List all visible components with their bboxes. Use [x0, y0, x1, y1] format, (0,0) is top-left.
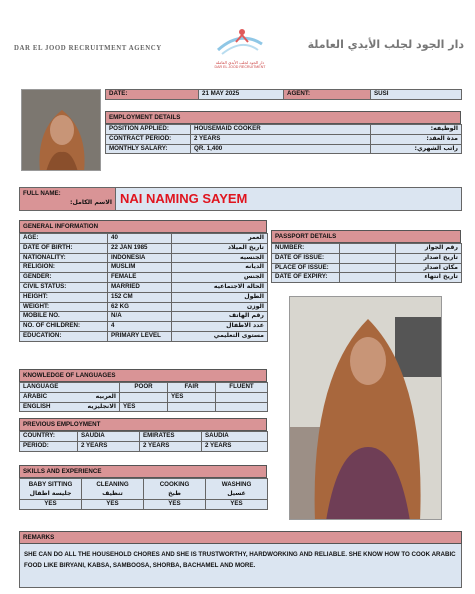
- general-label: DATE OF BIRTH:: [20, 243, 108, 253]
- previous-employment: [19, 418, 267, 452]
- passport-row: [272, 244, 462, 254]
- languages-title: KNOWLEDGE OF LANGUAGES: [19, 369, 267, 382]
- skill-header: BABY SITTING جليسة اطفال: [20, 479, 82, 500]
- general-value: PRIMARY LEVEL: [108, 331, 172, 341]
- passport-label: DATE OF EXPIRY:: [272, 273, 340, 283]
- general-row: [20, 234, 268, 244]
- languages-header-row: [20, 383, 268, 393]
- fair-col-header: FAIR: [168, 383, 216, 393]
- applicant-photo-small: [21, 89, 101, 171]
- country-label: COUNTRY:: [20, 432, 78, 442]
- general-label: AGE:: [20, 234, 108, 244]
- passport-label-ar: تاريخ اصدار: [396, 253, 462, 263]
- employment-label: MONTHLY SALARY:: [106, 144, 191, 154]
- passport-title: PASSPORT DETAILS: [271, 230, 461, 243]
- general-value: 4: [108, 322, 172, 332]
- general-label: NATIONALITY:: [20, 253, 108, 263]
- general-label-ar: مستوى التعليمي: [172, 331, 268, 341]
- general-label-ar: الديانه: [172, 263, 268, 273]
- employment-label-ar: مدة العقد:: [371, 134, 462, 144]
- agent-value: SUSI: [371, 90, 462, 100]
- general-label: HEIGHT:: [20, 292, 108, 302]
- language-name: ARABIC العربيه: [20, 392, 120, 402]
- employment-value: HOUSEMAID COOKER: [191, 125, 371, 135]
- skill-header: CLEANING تنظيف: [82, 479, 144, 500]
- general-row: [20, 282, 268, 292]
- date-label: DATE:: [106, 90, 199, 100]
- employment-label-ar: راتب الشهري:: [371, 144, 462, 154]
- skill-header: WASHING غسيل: [206, 479, 268, 500]
- general-label-ar: الطول: [172, 292, 268, 302]
- skills-value-row: [20, 500, 268, 510]
- full-name-label-ar: الاسم الكامل:: [69, 199, 112, 206]
- remarks-title: REMARKS: [19, 531, 462, 544]
- language-row: [20, 402, 268, 412]
- period-label: PERIOD:: [20, 441, 78, 451]
- general-value: 22 JAN 1985: [108, 243, 172, 253]
- skill-value: YES: [82, 500, 144, 510]
- general-row: [20, 263, 268, 273]
- general-row: [20, 322, 268, 332]
- skill-value: YES: [206, 500, 268, 510]
- full-name-value: NAI NAMING SAYEM: [120, 191, 248, 206]
- employment-label-ar: الوظيفه:: [371, 125, 462, 135]
- general-value: N/A: [108, 312, 172, 322]
- passport-label-ar: مكان اصدار: [396, 263, 462, 273]
- remarks-text: SHE CAN DO ALL THE HOUSEHOLD CHORES AND SHE IS TRUSTWORTHY, HARDWORKING AND RELIABLE. SHE KNOW HOW TO COOK ARABIC FOOD LIKE BIRYANI, KABSA, SAMBOOSA, SHORBA, BACHAMEL AND MORE.: [19, 544, 462, 588]
- general-information: [19, 220, 267, 342]
- skills-title: SKILLS AND EXPERIENCE: [19, 465, 267, 478]
- agency-name-ar: دار الجود لجلب الأيدي العاملة: [307, 38, 464, 51]
- employment-row: [106, 125, 462, 135]
- skills-header-row: [20, 479, 268, 500]
- general-label-ar: الجنس: [172, 273, 268, 283]
- general-value: 40: [108, 234, 172, 244]
- language-name: ENGLISH الانجليزيه: [20, 402, 120, 412]
- applicant-photo-full: [289, 296, 442, 520]
- language-col-header: LANGUAGE: [20, 383, 120, 393]
- agency-logo: [210, 24, 270, 69]
- passport-row: [272, 263, 462, 273]
- general-label-ar: الجنسيه: [172, 253, 268, 263]
- passport-row: [272, 253, 462, 263]
- general-label: NO. OF CHILDREN:: [20, 322, 108, 332]
- fluent-col-header: FLUENT: [216, 383, 268, 393]
- language-poor: [120, 392, 168, 402]
- general-label: CIVIL STATUS:: [20, 282, 108, 292]
- employment-label: CONTRACT PERIOD:: [106, 134, 191, 144]
- passport-value: [340, 263, 396, 273]
- general-row: [20, 273, 268, 283]
- passport-label: DATE OF ISSUE:: [272, 253, 340, 263]
- general-label-ar: رقم الهاتف: [172, 312, 268, 322]
- previous-title: PREVIOUS EMPLOYMENT: [19, 418, 267, 431]
- general-row: [20, 331, 268, 341]
- general-label-ar: تاريخ الميلاد: [172, 243, 268, 253]
- passport-value: [340, 244, 396, 254]
- general-value: FEMALE: [108, 273, 172, 283]
- employment-value: 2 YEARS: [191, 134, 371, 144]
- general-label-ar: عدد الاطفال: [172, 322, 268, 332]
- general-value: MARRIED: [108, 282, 172, 292]
- language-fluent: [216, 402, 268, 412]
- passport-row: [272, 273, 462, 283]
- full-name-block: [19, 187, 462, 211]
- general-value: MUSLIM: [108, 263, 172, 273]
- language-row: [20, 392, 268, 402]
- general-title: GENERAL INFORMATION: [19, 220, 267, 233]
- general-label-ar: العمر: [172, 234, 268, 244]
- employment-details: [105, 111, 461, 154]
- languages-section: [19, 369, 267, 412]
- employment-label: POSITION APPLIED:: [106, 125, 191, 135]
- passport-label: PLACE OF ISSUE:: [272, 263, 340, 273]
- general-value: INDONESIA: [108, 253, 172, 263]
- logo-caption-ar: دار الجود لجلب الأيدي العاملة: [215, 60, 265, 65]
- logo-caption-en: DAR EL JOOD RECRUITMENT: [214, 65, 266, 69]
- employment-value: QR. 1,400: [191, 144, 371, 154]
- general-row: [20, 302, 268, 312]
- employment-row: [106, 144, 462, 154]
- logo-icon: [210, 24, 270, 58]
- passport-value: [340, 253, 396, 263]
- language-fair: [168, 402, 216, 412]
- language-poor: YES: [120, 402, 168, 412]
- previous-period-row: [20, 441, 268, 451]
- previous-period: 2 YEARS: [78, 441, 140, 451]
- agency-name-en: DAR EL JOOD RECRUITMENT AGENCY: [14, 45, 162, 52]
- general-label-ar: الحالة الاجتماعيه: [172, 282, 268, 292]
- general-label: MOBILE NO.: [20, 312, 108, 322]
- previous-country-row: [20, 432, 268, 442]
- agent-label: AGENT:: [284, 90, 371, 100]
- previous-period: 2 YEARS: [202, 441, 268, 451]
- employment-row: [106, 134, 462, 144]
- passport-label: NUMBER:: [272, 244, 340, 254]
- general-label: GENDER:: [20, 273, 108, 283]
- skills-section: [19, 465, 267, 510]
- language-fair: YES: [168, 392, 216, 402]
- passport-details: [271, 230, 461, 283]
- general-label: RELIGION:: [20, 263, 108, 273]
- general-row: [20, 243, 268, 253]
- employment-title: EMPLOYMENT DETAILS: [105, 111, 461, 124]
- poor-col-header: POOR: [120, 383, 168, 393]
- remarks-section: [19, 531, 462, 588]
- general-row: [20, 312, 268, 322]
- general-value: 152 CM: [108, 292, 172, 302]
- general-value: 62 KG: [108, 302, 172, 312]
- passport-value: [340, 273, 396, 283]
- general-row: [20, 292, 268, 302]
- passport-label-ar: تاريخ انتهاء: [396, 273, 462, 283]
- general-label-ar: الوزن: [172, 302, 268, 312]
- passport-label-ar: رقم الجواز: [396, 244, 462, 254]
- previous-country: EMIRATES: [140, 432, 202, 442]
- previous-period: 2 YEARS: [140, 441, 202, 451]
- previous-country: SAUDIA: [202, 432, 268, 442]
- skill-value: YES: [144, 500, 206, 510]
- skill-value: YES: [20, 500, 82, 510]
- general-label: EDUCATION:: [20, 331, 108, 341]
- general-label: WEIGHT:: [20, 302, 108, 312]
- skill-header: COOKING طبخ: [144, 479, 206, 500]
- date-agent-row: [105, 89, 461, 100]
- language-fluent: [216, 392, 268, 402]
- previous-country: SAUDIA: [78, 432, 140, 442]
- general-row: [20, 253, 268, 263]
- full-name-label: FULL NAME:: [23, 190, 61, 197]
- date-value: 21 MAY 2025: [199, 90, 284, 100]
